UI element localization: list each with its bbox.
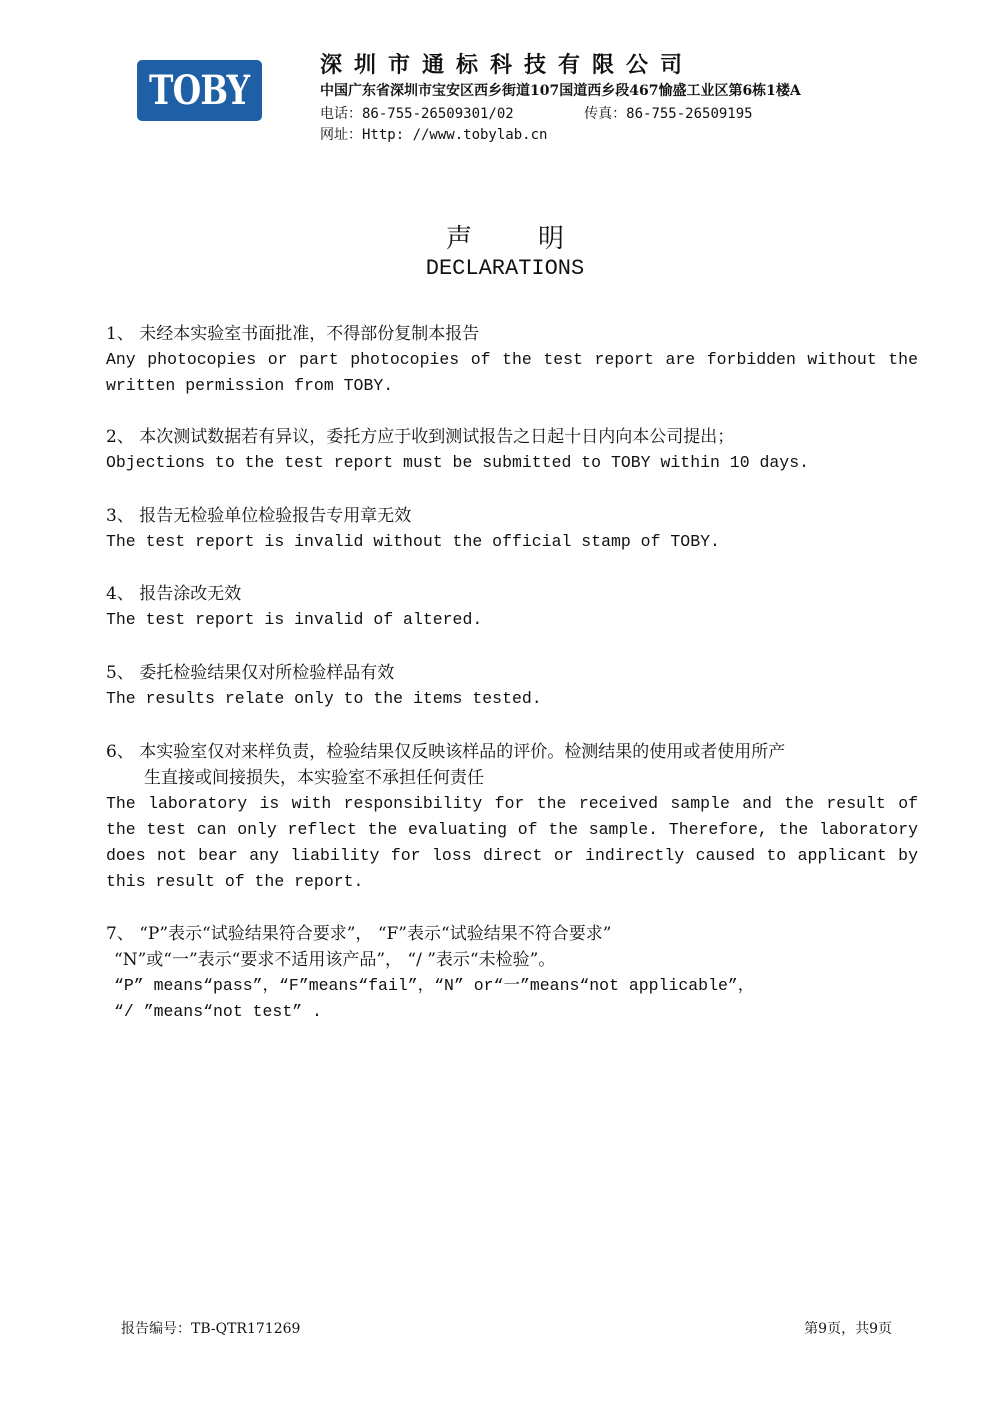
title-english: DECLARATIONS [425, 256, 585, 281]
declaration-5-en: The results relate only to the items tested. [106, 689, 542, 708]
report-number [121, 1318, 300, 1338]
declaration-4-en: The test report is invalid of altered. [106, 610, 483, 629]
declaration-2-en: Objections to the test report must be submitted to TOBY within 10 days. [106, 453, 810, 472]
declaration-7-line-4: “/ ”means“not test” . [114, 1002, 322, 1021]
declaration-2-zh: 2、 本次测试数据若有异议，委托方应于收到测试报告之日起十日内向本公司提出； [106, 427, 735, 447]
declaration-3 [106, 503, 918, 555]
web-label: 网址： [320, 127, 362, 143]
declaration-6 [106, 739, 918, 895]
declaration-4-zh: 4、 报告涂改无效 [106, 584, 242, 604]
declaration-4 [106, 581, 918, 633]
declaration-3-en: The test report is invalid without the official stamp of TOBY. [106, 532, 720, 551]
title-chinese: 声 明 [445, 224, 565, 254]
report-number-label: 报告编号： [121, 1321, 191, 1337]
fax-number: 86-755-26509195 [626, 106, 753, 122]
company-contact [320, 103, 753, 123]
declaration-1-zh: 1、 未经本实验室书面批准，不得部份复制本报告 [106, 324, 480, 344]
fax-label: 传真： [584, 106, 627, 122]
phone-label: 电话： [320, 106, 362, 122]
declaration-7 [106, 921, 918, 1025]
logo-text: TOBY [149, 67, 250, 114]
declaration-5 [106, 660, 918, 712]
declaration-3-zh: 3、 报告无检验单位检验报告专用章无效 [106, 506, 412, 526]
declaration-6-zh: 6、 本实验室仅对来样负责，检验结果仅反映该样品的评价。检测结果的使用或者使用所产 [106, 742, 786, 762]
company-name: 深圳市通标科技有限公司 [320, 53, 695, 78]
declaration-7-line-2: “N”或“一”表示“要求不适用该产品”， “/ ”表示“未检验”。 [114, 950, 556, 970]
company-address: 中国广东省深圳市宝安区西乡街道107国道西乡段467愉盛工业区第6栋1楼A [320, 83, 801, 99]
declaration-7-line-1: 7、 “P”表示“试验结果符合要求”， “F”表示“试验结果不符合要求” [106, 924, 612, 944]
declaration-6-en: The laboratory is with responsibility for the received sample and the result of the test can only reflect the evaluating of the sample. Therefore, the laboratory does not bear any liability for loss direct or indirectly caused to applicant by this result of the report. [106, 794, 918, 891]
declaration-6-zh-cont-text: 生直接或间接损失，本实验室不承担任何责任 [144, 768, 484, 788]
declaration-1-en: Any photocopies or part photocopies of the test report are forbidden without the written permission from TOBY. [106, 350, 918, 395]
declaration-2 [106, 424, 918, 476]
declaration-6-zh-continued [106, 765, 918, 791]
report-number-value: TB-QTR171269 [191, 1321, 301, 1337]
web-url: Http: //www.tobylab.cn [362, 127, 548, 143]
toby-logo [137, 60, 262, 121]
company-website [320, 124, 547, 144]
declaration-5-zh: 5、 委托检验结果仅对所检验样品有效 [106, 663, 395, 683]
declaration-7-line-3: “P” means“pass”，“F”means“fail”，“N” or“一”means“not applicable”， [114, 976, 755, 995]
phone-number: 86-755-26509301/02 [362, 106, 514, 122]
page-indicator: 第9页，共9页 [804, 1321, 892, 1337]
declaration-1 [106, 321, 918, 399]
